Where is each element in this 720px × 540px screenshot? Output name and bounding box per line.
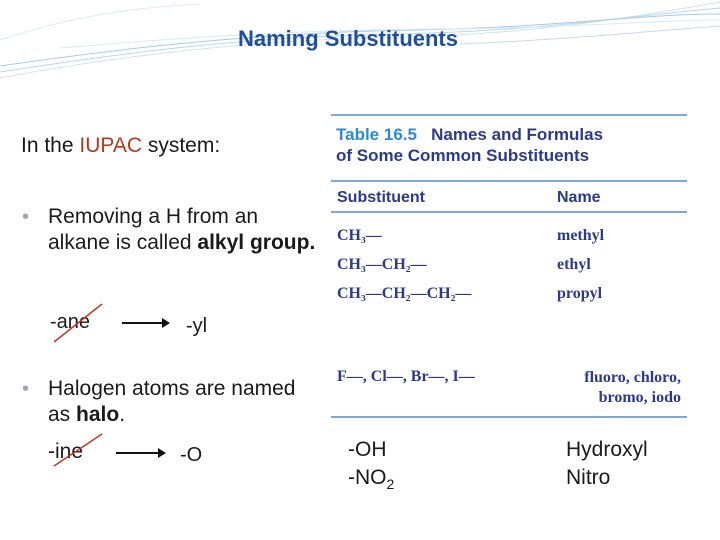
table-body-rule bbox=[331, 211, 687, 213]
suffix-ine: -ine bbox=[48, 440, 84, 463]
bullet-halo-text: Halogen atoms are named as bbox=[48, 377, 296, 426]
col-substituent: Substituent bbox=[337, 189, 425, 206]
formula-oh: -OH bbox=[348, 438, 387, 461]
formula-ethyl: CH₃—CH₂— bbox=[337, 256, 427, 273]
bullet-alkyl bbox=[48, 204, 318, 256]
slide-title: Naming Substituents bbox=[237, 26, 458, 51]
name-nitro: Nitro bbox=[566, 466, 611, 489]
intro-prefix: In the bbox=[21, 134, 80, 157]
bullet-halo-period: . bbox=[119, 403, 126, 426]
formula-propyl: CH₃—CH₂—CH₂— bbox=[337, 285, 472, 302]
alkyl-group-term: alkyl group. bbox=[197, 231, 316, 254]
strike-line bbox=[48, 300, 108, 346]
formula-no2-prefix: -NO bbox=[348, 466, 387, 489]
intro-suffix: system: bbox=[142, 134, 221, 157]
arrow-icon bbox=[122, 316, 172, 330]
bullet-marker: • bbox=[22, 378, 30, 400]
intro-text bbox=[21, 134, 220, 158]
table-caption-line1: Names and Formulas bbox=[431, 125, 604, 144]
name-hydroxyl: Hydroxyl bbox=[566, 438, 648, 461]
formula-no2-sub: 2 bbox=[386, 476, 395, 493]
extra-formulas bbox=[348, 436, 394, 498]
suffix-yl: -yl bbox=[186, 315, 208, 337]
table-number: Table 16.5 bbox=[336, 125, 417, 144]
col-name: Name bbox=[557, 189, 601, 206]
extra-names bbox=[566, 436, 648, 492]
arrow-icon bbox=[116, 446, 168, 460]
table-bottom-rule bbox=[331, 416, 687, 418]
halo-term: halo bbox=[76, 403, 120, 426]
formula-no2 bbox=[348, 466, 395, 493]
name-ethyl: ethyl bbox=[557, 256, 591, 273]
table-top-rule bbox=[331, 114, 687, 116]
table-caption bbox=[336, 124, 603, 166]
bullet-halo bbox=[48, 376, 318, 428]
table-header-rule bbox=[331, 180, 687, 182]
name-methyl: methyl bbox=[557, 227, 605, 244]
substituents-table bbox=[331, 110, 687, 420]
suffix-o: -O bbox=[180, 444, 203, 466]
strike-line bbox=[50, 430, 106, 470]
name-propyl: propyl bbox=[557, 285, 603, 302]
bullet-marker: • bbox=[22, 206, 30, 228]
name-halogens-line1: fluoro, chloro, bbox=[584, 369, 681, 386]
formula-methyl: CH₃— bbox=[337, 227, 382, 244]
table-caption-line2: of Some Common Substituents bbox=[336, 146, 590, 165]
name-halogens-line2: bromo, iodo bbox=[598, 389, 681, 406]
formula-halogens: F—, Cl—, Br—, I— bbox=[337, 368, 475, 385]
iupac-highlight: IUPAC bbox=[79, 134, 143, 157]
suffix-ane: -ane bbox=[50, 311, 91, 333]
name-halogens bbox=[584, 368, 681, 408]
bullet-alkyl-text: Removing a H from an alkane is called bbox=[48, 205, 259, 254]
